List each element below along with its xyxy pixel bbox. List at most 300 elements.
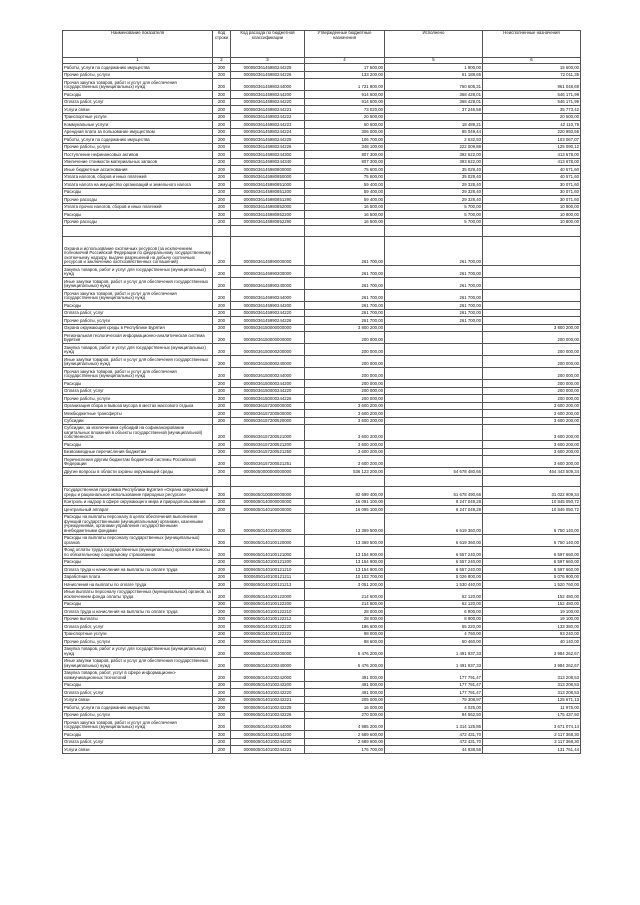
row-unexecuted: 103 067,07 — [483, 136, 581, 144]
row-line-code: 200 — [213, 181, 231, 189]
row-line-code — [213, 226, 231, 237]
row-budget-code: 00006050000000000000 — [231, 468, 305, 476]
row-executed: 4 760,00 — [385, 630, 483, 638]
row-approved: 13 369 500,00 — [305, 534, 385, 546]
row-unexecuted: 152 480,00 — [483, 600, 581, 608]
row-unexecuted: 30 071,60 — [483, 181, 581, 189]
row-name: Прочие работы, услуги — [63, 395, 213, 403]
row-unexecuted: 961 048,69 — [483, 79, 581, 91]
row-name: Расходы — [63, 441, 213, 449]
row-line-code: 200 — [213, 448, 231, 456]
row-executed: 5 700,00 — [385, 211, 483, 219]
row-approved: 16 500,00 — [305, 211, 385, 219]
row-unexecuted: 10 800,00 — [483, 218, 581, 226]
row-name: Оплата труда и начисления на выплаты по оплате труда — [63, 566, 213, 574]
table-row — [63, 188, 581, 196]
row-budget-code: 00006050140100122210 — [231, 608, 305, 616]
row-line-code: 200 — [213, 309, 231, 317]
row-unexecuted: 200 000,00 — [483, 344, 581, 356]
row-approved: 807 300,00 — [305, 158, 385, 166]
row-unexecuted: 35 773,42 — [483, 106, 581, 114]
row-budget-code: 00006050140100121211 — [231, 573, 305, 581]
table-row — [63, 79, 581, 91]
row-executed: 37 246,58 — [385, 106, 483, 114]
row-name — [63, 475, 213, 486]
row-unexecuted — [483, 309, 581, 317]
row-budget-code: 00005036145980851000 — [231, 181, 305, 189]
table-row — [63, 64, 581, 72]
table-row — [63, 181, 581, 189]
row-name: Начисления на выплаты по оплате труда — [63, 581, 213, 589]
row-unexecuted: 125 671,13 — [483, 696, 581, 704]
row-approved: 200 000,00 — [305, 332, 385, 344]
row-approved: 261 700,00 — [305, 317, 385, 325]
row-budget-code: 00006050140100121000 — [231, 546, 305, 558]
row-approved: 10 103 700,00 — [305, 573, 385, 581]
row-approved: 205 000,00 — [305, 696, 385, 704]
row-budget-code: 00005036145980852200 — [231, 211, 305, 219]
row-approved: 261 700,00 — [305, 302, 385, 310]
row-approved: 261 700,00 — [305, 278, 385, 290]
row-name: Расходы на выплаты персоналу в целях обеспечения выполнения функций государственными (муниципальными) органами, казенными учреждениями, органами управления государственными внебюджетными фондами — [63, 513, 213, 534]
row-name: Уплата налогов, сборов и иных платежей — [63, 173, 213, 181]
row-unexecuted: 40 571,60 — [483, 173, 581, 181]
row-executed: 261 700,00 — [385, 237, 483, 266]
row-line-code: 200 — [213, 166, 231, 174]
row-executed: 392 622,00 — [385, 151, 483, 159]
row-budget-code: 00006050140100244200 — [231, 731, 305, 739]
row-line-code: 200 — [213, 395, 231, 403]
table-row — [63, 387, 581, 395]
row-executed: 6 557 240,00 — [385, 566, 483, 574]
row-executed — [385, 395, 483, 403]
row-executed: 85 049,44 — [385, 128, 483, 136]
table-row — [63, 226, 581, 237]
row-line-code: 200 — [213, 113, 231, 121]
table-row — [63, 218, 581, 226]
table-row — [63, 402, 581, 410]
row-line-code: 200 — [213, 196, 231, 204]
row-approved: 17 500,00 — [305, 64, 385, 72]
row-approved: 3 600 200,00 — [305, 441, 385, 449]
row-unexecuted: 2 117 368,30 — [483, 738, 581, 746]
row-line-code: 200 — [213, 290, 231, 302]
row-unexecuted: 3 984 262,67 — [483, 645, 581, 657]
table-row — [63, 719, 581, 731]
row-unexecuted: 30 071,60 — [483, 196, 581, 204]
row-budget-code: 00005036145980851290 — [231, 196, 305, 204]
row-line-code: 200 — [213, 98, 231, 106]
table-row — [63, 600, 581, 608]
row-executed — [385, 410, 483, 418]
row-line-code: 200 — [213, 615, 231, 623]
table-row — [63, 615, 581, 623]
row-budget-code: 00006050140100122220 — [231, 623, 305, 631]
row-name: Услуги связи — [63, 696, 213, 704]
row-executed: 177 791,47 — [385, 669, 483, 681]
header-budget-code: Код расхода по бюджетной классификации — [231, 31, 305, 58]
header-executed: Исполнено — [385, 31, 483, 58]
row-unexecuted: 200 000,00 — [483, 332, 581, 344]
row-budget-code: 00005036145980244221 — [231, 106, 305, 114]
row-line-code — [213, 475, 231, 486]
row-budget-code: 00005036145980244200 — [231, 91, 305, 99]
row-budget-code: 00005036150000240000 — [231, 356, 305, 368]
row-unexecuted: 6 597 660,00 — [483, 566, 581, 574]
row-budget-code: 00006050140100122200 — [231, 600, 305, 608]
table-row — [63, 468, 581, 476]
row-unexecuted: 546 171,99 — [483, 98, 581, 106]
row-budget-code: 00005036145980244223 — [231, 121, 305, 129]
row-unexecuted: 175 437,50 — [483, 711, 581, 719]
table-row — [63, 91, 581, 99]
row-line-code: 200 — [213, 121, 231, 129]
table-row — [63, 546, 581, 558]
row-budget-code: 00005036157200500000 — [231, 410, 305, 418]
row-line-code: 200 — [213, 498, 231, 506]
row-executed: 29 328,40 — [385, 188, 483, 196]
row-name: Работы, услуги по содержанию имущества — [63, 64, 213, 72]
row-budget-code: 00006050140100244221 — [231, 746, 305, 754]
row-executed: 29 328,40 — [385, 181, 483, 189]
row-line-code: 200 — [213, 689, 231, 697]
row-executed: 261 700,00 — [385, 317, 483, 325]
row-approved: 60 600,00 — [305, 121, 385, 129]
col-number: 2 — [213, 58, 231, 64]
row-line-code: 200 — [213, 173, 231, 181]
row-line-code: 200 — [213, 387, 231, 395]
row-budget-code: 00005036145990244220 — [231, 309, 305, 317]
row-executed: 62 120,00 — [385, 588, 483, 600]
row-approved: 176 700,00 — [305, 746, 385, 754]
row-name: Иные закупки товаров, работ и услуг для обеспечения государственных (муниципальных) нужд — [63, 278, 213, 290]
row-approved: 200 000,00 — [305, 380, 385, 388]
row-approved: 261 700,00 — [305, 309, 385, 317]
table-row — [63, 332, 581, 344]
row-unexecuted: 3 600 200,00 — [483, 456, 581, 468]
row-approved: 807 300,00 — [305, 151, 385, 159]
row-executed — [385, 441, 483, 449]
row-unexecuted: 19 100,00 — [483, 615, 581, 623]
row-line-code: 200 — [213, 731, 231, 739]
row-budget-code: 00005036150000244200 — [231, 380, 305, 388]
row-unexecuted: 3 600 200,00 — [483, 402, 581, 410]
row-name: Иные бюджетные ассигнования — [63, 166, 213, 174]
row-executed — [385, 417, 483, 425]
row-name: Прочие работы, услуги — [63, 71, 213, 79]
row-name: Уплата налога на имущество организаций и земельного налога — [63, 181, 213, 189]
row-unexecuted: 413 678,00 — [483, 151, 581, 159]
table-row — [63, 395, 581, 403]
row-executed: 8 900,00 — [385, 615, 483, 623]
row-line-code: 200 — [213, 211, 231, 219]
row-unexecuted: 3 600 200,00 — [483, 417, 581, 425]
row-name: Прочая закупка товаров, работ и услуг для обеспечения государственных (муниципальных) нужд — [63, 79, 213, 91]
row-budget-code: 00006050140100244220 — [231, 738, 305, 746]
row-name: Оплата труда и начисления на выплаты по оплате труда — [63, 608, 213, 616]
row-name: Расходы — [63, 91, 213, 99]
row-executed: 5 700,00 — [385, 218, 483, 226]
row-name: Государственная программа Республики Бурятия «Охрана окружающей среды и рациональное использование природных ресурсов» — [63, 486, 213, 498]
row-executed: 261 700,00 — [385, 309, 483, 317]
table-row — [63, 203, 581, 211]
row-approved: 914 600,00 — [305, 91, 385, 99]
row-executed — [385, 332, 483, 344]
table-row — [63, 581, 581, 589]
row-name: Контроль и надзор в сфере окружающего мира и природопользования — [63, 498, 213, 506]
table-row — [63, 630, 581, 638]
row-budget-code: 00006050100000000000 — [231, 486, 305, 498]
row-approved: 28 000,00 — [305, 608, 385, 616]
row-line-code: 200 — [213, 128, 231, 136]
row-executed — [385, 380, 483, 388]
row-executed: 368 428,01 — [385, 91, 483, 99]
row-name: Центральный аппарат — [63, 506, 213, 514]
row-line-code: 200 — [213, 513, 231, 534]
row-unexecuted: 3 600 200,00 — [483, 448, 581, 456]
row-approved: 200 000,00 — [305, 387, 385, 395]
row-approved: 59 400,00 — [305, 188, 385, 196]
row-line-code: 200 — [213, 324, 231, 332]
row-unexecuted: 93 240,00 — [483, 630, 581, 638]
row-line-code: 200 — [213, 546, 231, 558]
row-name: Заработная плата — [63, 573, 213, 581]
row-name: Охрана и использование охотничьих ресурсов (за исключением полномочий Российской Федерации по федеральному государственному охотничьему надзору, выдаче разрешений на добычу охотничьих ресурсов и заключению охотхозяйственных соглашений) — [63, 237, 213, 266]
row-unexecuted — [483, 226, 581, 237]
row-name: Расходы — [63, 380, 213, 388]
row-budget-code: 00006050140100000000 — [231, 506, 305, 514]
row-executed — [385, 456, 483, 468]
row-approved: 491 000,00 — [305, 681, 385, 689]
row-unexecuted: 10 846 050,72 — [483, 506, 581, 514]
row-executed: 6 557 240,00 — [385, 546, 483, 558]
row-executed: 2 632,93 — [385, 136, 483, 144]
row-line-code: 200 — [213, 486, 231, 498]
row-executed: 5 700,00 — [385, 203, 483, 211]
row-name: Перечисления другим бюджетам бюджетной системы Российской Федерации — [63, 456, 213, 468]
row-approved: 75 600,00 — [305, 166, 385, 174]
row-approved: 261 700,00 — [305, 237, 385, 266]
row-approved: 214 600,00 — [305, 588, 385, 600]
row-unexecuted: 3 600 200,00 — [483, 425, 581, 441]
row-budget-code: 00005036150000244226 — [231, 395, 305, 403]
table-row — [63, 410, 581, 418]
table-row — [63, 657, 581, 669]
table-row — [63, 704, 581, 712]
table-row — [63, 417, 581, 425]
row-budget-code — [231, 475, 305, 486]
table-row — [63, 475, 581, 486]
row-budget-code: 00006050140100122000 — [231, 588, 305, 600]
row-executed: 50 460,00 — [385, 638, 483, 646]
row-budget-code: 00005036145990240000 — [231, 278, 305, 290]
row-name: Прочие работы, услуги — [63, 317, 213, 325]
table-row — [63, 368, 581, 380]
row-name: Прочая закупка товаров, работ и услуг для обеспечения государственных (муниципальных) нужд — [63, 290, 213, 302]
row-unexecuted: 200 000,00 — [483, 395, 581, 403]
row-line-code: 200 — [213, 638, 231, 646]
table-row — [63, 696, 581, 704]
table-row — [63, 237, 581, 266]
row-name: Субсидии — [63, 417, 213, 425]
row-approved: 348 100,00 — [305, 143, 385, 151]
row-budget-code: 00006050140100100000 — [231, 513, 305, 534]
row-executed: 261 700,00 — [385, 302, 483, 310]
row-executed: 94 562,50 — [385, 711, 483, 719]
row-executed: 1 530 440,00 — [385, 581, 483, 589]
row-line-code: 200 — [213, 151, 231, 159]
row-name: Иные выплаты персоналу государственных (муниципальных) органов, за исключением фонда оплаты труда — [64, 589, 211, 599]
table-row — [63, 278, 581, 290]
row-approved: 73 020,00 — [305, 106, 385, 114]
row-approved: 306 000,00 — [305, 128, 385, 136]
row-unexecuted — [483, 237, 581, 266]
row-executed: 35 029,40 — [385, 173, 483, 181]
table-row — [63, 196, 581, 204]
table-row — [63, 456, 581, 468]
row-line-code: 200 — [213, 534, 231, 546]
row-executed: 1 314 125,86 — [385, 719, 483, 731]
table-row — [63, 136, 581, 144]
row-line-code: 200 — [213, 630, 231, 638]
row-line-code: 200 — [213, 317, 231, 325]
row-approved: 261 700,00 — [305, 290, 385, 302]
row-unexecuted: 10 800,00 — [483, 211, 581, 219]
row-budget-code: 00005036157200521000 — [231, 425, 305, 441]
row-unexecuted — [483, 317, 581, 325]
row-line-code: 200 — [213, 344, 231, 356]
row-line-code: 200 — [213, 566, 231, 574]
row-unexecuted: 10 845 050,72 — [483, 498, 581, 506]
row-approved: 200 000,00 — [305, 344, 385, 356]
table-row — [63, 98, 581, 106]
table-row — [63, 106, 581, 114]
row-budget-code: 00006050140100242225 — [231, 704, 305, 712]
row-line-code: 200 — [213, 719, 231, 731]
row-name: Оплата работ, услуг — [63, 623, 213, 631]
row-executed: 222 009,88 — [385, 143, 483, 151]
table-row — [63, 566, 581, 574]
row-approved: 2 589 600,00 — [305, 731, 385, 739]
row-executed — [385, 356, 483, 368]
col-number: 1 — [63, 58, 213, 64]
row-approved: 88 600,00 — [305, 638, 385, 646]
row-line-code: 200 — [213, 380, 231, 388]
row-approved: 75 600,00 — [305, 173, 385, 181]
row-budget-code: 00005036145980244340 — [231, 158, 305, 166]
table-row — [63, 128, 581, 136]
row-line-code: 200 — [213, 746, 231, 754]
row-name: Фонд оплаты труда государственных (муниципальных) органов и взносы по обязательному социальному страхованию — [63, 546, 213, 558]
table-row — [63, 121, 581, 129]
row-name: Расходы — [63, 302, 213, 310]
row-approved: 5 476 200,00 — [305, 645, 385, 657]
row-name: Иные закупки товаров, работ и услуг для обеспечения государственных (муниципальных) нужд — [63, 657, 213, 669]
budget-execution-table — [62, 30, 581, 754]
row-name: Транспортные услуги — [63, 113, 213, 121]
row-approved: 59 400,00 — [305, 181, 385, 189]
table-row — [63, 689, 581, 697]
row-unexecuted: 464 443 509,34 — [483, 468, 581, 476]
row-name: Расходы — [63, 681, 213, 689]
row-budget-code: 00005036157200521250 — [231, 448, 305, 456]
row-unexecuted — [483, 290, 581, 302]
row-approved: 98 000,00 — [305, 630, 385, 638]
row-name: Работы, услуги по содержанию имущества — [63, 704, 213, 712]
row-unexecuted: 3 800 200,00 — [483, 324, 581, 332]
table-row — [63, 266, 581, 278]
row-name: Безвозмездные перечисления бюджетам — [63, 448, 213, 456]
row-approved: 4 985 200,00 — [305, 719, 385, 731]
row-unexecuted: 3 600 200,00 — [483, 410, 581, 418]
table-row — [63, 441, 581, 449]
row-executed: 29 328,40 — [385, 196, 483, 204]
row-line-code: 200 — [213, 558, 231, 566]
table-row — [63, 302, 581, 310]
row-unexecuted: 72 011,35 — [483, 71, 581, 79]
row-budget-code: 00005036145980244224 — [231, 128, 305, 136]
row-name: Оплата работ, услуг — [63, 387, 213, 395]
row-name: Услуги связи — [63, 746, 213, 754]
row-name: Арендная плата за пользование имуществом — [63, 128, 213, 136]
row-approved: 82 699 400,00 — [305, 486, 385, 498]
row-unexecuted: 42 110,79 — [483, 121, 581, 129]
row-unexecuted: 413 678,00 — [483, 158, 581, 166]
row-approved: 16 095 100,00 — [305, 506, 385, 514]
row-unexecuted: 200 000,00 — [483, 368, 581, 380]
row-budget-code: 00005036145990244226 — [231, 317, 305, 325]
row-name: Региональная геологическая информационно-аналитическая система Бурятия — [63, 332, 213, 344]
row-executed: 51 678 490,66 — [385, 486, 483, 498]
row-executed: 6 557 240,00 — [385, 558, 483, 566]
row-line-code: 200 — [213, 278, 231, 290]
row-budget-code: 00005036145980244226 — [231, 71, 305, 79]
col-number: 4 — [305, 58, 385, 64]
row-budget-code: 00005036157200000000 — [231, 402, 305, 410]
row-executed: 472 431,70 — [385, 738, 483, 746]
row-unexecuted — [483, 266, 581, 278]
row-approved: 3 051 200,00 — [305, 581, 385, 589]
row-approved: 59 400,00 — [305, 196, 385, 204]
row-approved: 13 154 900,00 — [305, 546, 385, 558]
row-budget-code: 00006050140100244000 — [231, 719, 305, 731]
row-budget-code: 00005036145990000000 — [231, 237, 305, 266]
row-approved: 536 123 200,00 — [305, 468, 385, 476]
row-unexecuted: 546 171,99 — [483, 91, 581, 99]
row-line-code: 200 — [213, 203, 231, 211]
row-unexecuted: 133 380,00 — [483, 623, 581, 631]
row-line-code: 200 — [213, 608, 231, 616]
row-approved: 13 369 500,00 — [305, 513, 385, 534]
row-name: Прочие работы, услуги — [63, 143, 213, 151]
table-row — [63, 143, 581, 151]
row-line-code: 200 — [213, 696, 231, 704]
table-row — [63, 448, 581, 456]
row-approved: 5 476 200,00 — [305, 657, 385, 669]
row-approved: 16 091 100,00 — [305, 498, 385, 506]
row-unexecuted: 40 571,60 — [483, 166, 581, 174]
col-number: 3 — [231, 58, 305, 64]
row-budget-code: 00006050140100121213 — [231, 581, 305, 589]
table-row — [63, 573, 581, 581]
table-row — [63, 608, 581, 616]
row-executed: 62 120,00 — [385, 600, 483, 608]
row-budget-code: 00005036150000244000 — [231, 368, 305, 380]
row-name: Прочие расходы — [63, 218, 213, 226]
row-name: Другие вопросы в области охраны окружающей среды — [63, 468, 213, 476]
row-name: Работы, услуги по содержанию имущества — [63, 136, 213, 144]
row-line-code: 200 — [213, 71, 231, 79]
